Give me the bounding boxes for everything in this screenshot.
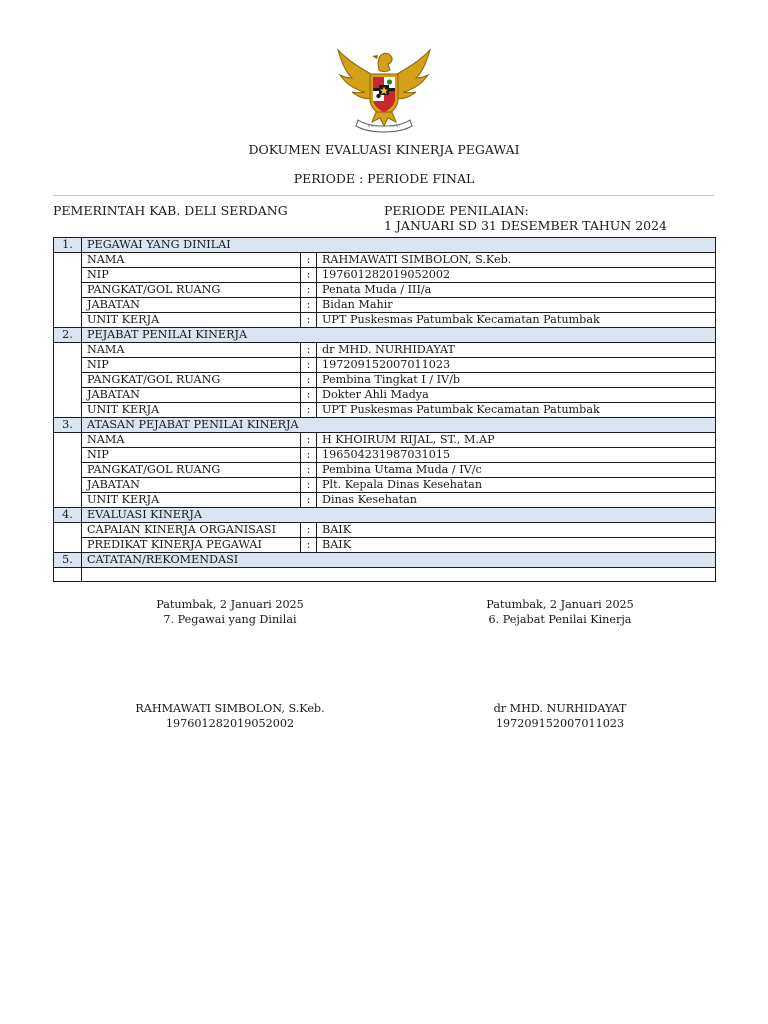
section-title: EVALUASI KINERJA <box>82 508 716 523</box>
field-value: RAHMAWATI SIMBOLON, S.Keb. <box>317 253 716 268</box>
table-row <box>54 433 716 448</box>
field-label: NIP <box>82 268 301 283</box>
field-colon: : <box>301 523 317 538</box>
assessor-signature-header <box>430 597 690 627</box>
signer-name: RAHMAWATI SIMBOLON, S.Keb. <box>135 702 325 715</box>
field-colon: : <box>301 388 317 403</box>
field-colon: : <box>301 478 317 493</box>
field-value: 196504231987031015 <box>317 448 716 463</box>
field-colon: : <box>301 298 317 313</box>
table-row <box>54 403 716 418</box>
field-value: Dokter Ahli Madya <box>317 388 716 403</box>
signer-name: dr MHD. NURHIDAYAT <box>493 702 627 715</box>
field-colon: : <box>301 268 317 283</box>
section-number: 5. <box>54 553 82 568</box>
section-title: CATATAN/REKOMENDASI <box>82 553 716 568</box>
section-number: 2. <box>54 328 82 343</box>
table-row <box>54 298 716 313</box>
assessment-period-label: PERIODE PENILAIAN: <box>384 203 529 218</box>
indent-cell <box>54 343 82 418</box>
section-number: 4. <box>54 508 82 523</box>
field-colon: : <box>301 448 317 463</box>
field-colon: : <box>301 253 317 268</box>
government-name: PEMERINTAH KAB. DELI SERDANG <box>53 203 288 218</box>
field-value: BAIK <box>317 538 716 553</box>
employee-signature-block <box>100 701 360 731</box>
field-colon: : <box>301 358 317 373</box>
place-date: Patumbak, 2 Januari 2025 <box>486 598 634 611</box>
field-value: Bidan Mahir <box>317 298 716 313</box>
field-label: NAMA <box>82 433 301 448</box>
field-label: JABATAN <box>82 298 301 313</box>
section-header-row <box>54 508 716 523</box>
field-value: Penata Muda / III/a <box>317 283 716 298</box>
field-colon: : <box>301 463 317 478</box>
field-label: NAMA <box>82 343 301 358</box>
table-row <box>54 538 716 553</box>
notes-row <box>54 568 716 582</box>
field-label: NAMA <box>82 253 301 268</box>
field-value: 197209152007011023 <box>317 358 716 373</box>
field-colon: : <box>301 283 317 298</box>
document-title: DOKUMEN EVALUASI KINERJA PEGAWAI <box>248 142 520 157</box>
field-value: Plt. Kepala Dinas Kesehatan <box>317 478 716 493</box>
field-label: PANGKAT/GOL RUANG <box>82 463 301 478</box>
field-label: UNIT KERJA <box>82 403 301 418</box>
field-colon: : <box>301 493 317 508</box>
field-label: NIP <box>82 448 301 463</box>
signer-role: 7. Pegawai yang Dinilai <box>163 613 297 626</box>
field-label: JABATAN <box>82 478 301 493</box>
field-value: Pembina Utama Muda / IV/c <box>317 463 716 478</box>
document-period: PERIODE : PERIODE FINAL <box>293 171 475 186</box>
table-row <box>54 253 716 268</box>
field-value: 197601282019052002 <box>317 268 716 283</box>
assessor-signature-block <box>430 701 690 731</box>
place-date: Patumbak, 2 Januari 2025 <box>156 598 304 611</box>
field-value: BAIK <box>317 523 716 538</box>
evaluation-table <box>53 237 716 582</box>
field-value: H KHOIRUM RIJAL, ST., M.AP <box>317 433 716 448</box>
field-label: JABATAN <box>82 388 301 403</box>
table-row <box>54 388 716 403</box>
employee-signature-header <box>100 597 360 627</box>
field-colon: : <box>301 343 317 358</box>
garuda-emblem-icon <box>334 42 434 134</box>
section-header-row <box>54 238 716 253</box>
section-title: PEGAWAI YANG DINILAI <box>82 238 716 253</box>
field-colon: : <box>301 403 317 418</box>
field-label: UNIT KERJA <box>82 313 301 328</box>
section-title: ATASAN PEJABAT PENILAI KINERJA <box>82 418 716 433</box>
field-label: UNIT KERJA <box>82 493 301 508</box>
header-divider <box>53 195 714 196</box>
section-header-row <box>54 328 716 343</box>
table-row <box>54 358 716 373</box>
signer-nip: 197601282019052002 <box>165 717 295 730</box>
section-header-row <box>54 553 716 568</box>
table-row <box>54 478 716 493</box>
field-value: Pembina Tingkat I / IV/b <box>317 373 716 388</box>
table-row <box>54 313 716 328</box>
section-header-row <box>54 418 716 433</box>
table-row <box>54 268 716 283</box>
field-label: PREDIKAT KINERJA PEGAWAI <box>82 538 301 553</box>
field-label: PANGKAT/GOL RUANG <box>82 373 301 388</box>
indent-cell <box>54 433 82 508</box>
field-value: Dinas Kesehatan <box>317 493 716 508</box>
field-colon: : <box>301 538 317 553</box>
table-row <box>54 343 716 358</box>
table-row <box>54 373 716 388</box>
field-colon: : <box>301 433 317 448</box>
section-number: 1. <box>54 238 82 253</box>
table-row <box>54 463 716 478</box>
signer-nip: 197209152007011023 <box>495 717 625 730</box>
table-row <box>54 493 716 508</box>
indent-cell <box>54 523 82 553</box>
field-value: dr MHD. NURHIDAYAT <box>317 343 716 358</box>
section-number: 3. <box>54 418 82 433</box>
field-label: NIP <box>82 358 301 373</box>
field-value: UPT Puskesmas Patumbak Kecamatan Patumbak <box>317 403 716 418</box>
signer-role: 6. Pejabat Penilai Kinerja <box>488 613 632 626</box>
field-colon: : <box>301 373 317 388</box>
notes-cell <box>82 568 716 582</box>
field-label: PANGKAT/GOL RUANG <box>82 283 301 298</box>
field-label: CAPAIAN KINERJA ORGANISASI <box>82 523 301 538</box>
indent-cell <box>54 253 82 328</box>
assessment-period <box>384 203 667 233</box>
indent-cell <box>54 568 82 582</box>
table-row <box>54 523 716 538</box>
table-row <box>54 283 716 298</box>
assessment-period-value: 1 JANUARI SD 31 DESEMBER TAHUN 2024 <box>384 218 668 233</box>
field-value: UPT Puskesmas Patumbak Kecamatan Patumbak <box>317 313 716 328</box>
section-title: PEJABAT PENILAI KINERJA <box>82 328 716 343</box>
table-row <box>54 448 716 463</box>
field-colon: : <box>301 313 317 328</box>
